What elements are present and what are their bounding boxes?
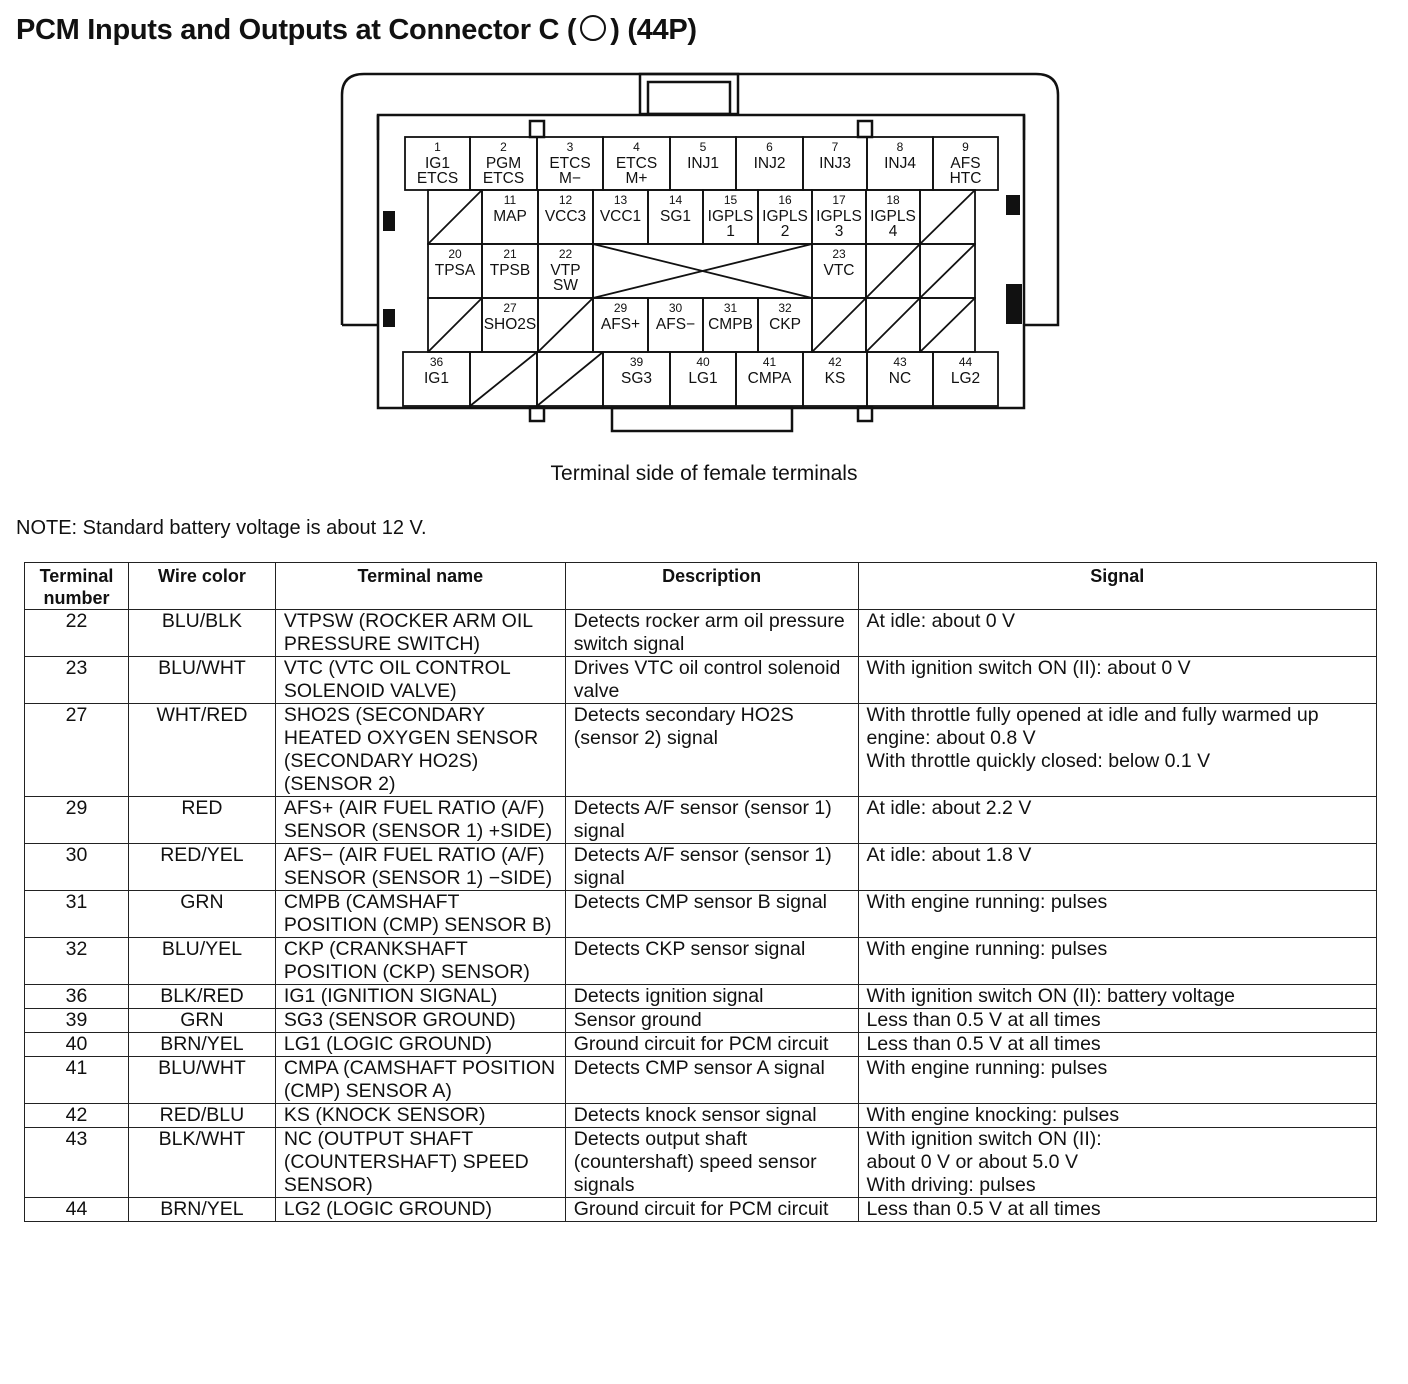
signal-cell [858, 844, 1376, 891]
terminal-name-cell-text: LG1 (LOGIC GROUND) [283, 1033, 492, 1055]
wire-color-cell [128, 1198, 275, 1222]
terminal-label: INJ3 [819, 155, 851, 172]
wire-color-cell-text: BLU/WHT [158, 657, 246, 679]
signal-cell [858, 610, 1376, 657]
terminal-name-cell [275, 1057, 565, 1104]
terminal-name-cell-text: LG2 (LOGIC GROUND) [283, 1198, 492, 1220]
terminal-number-cell [25, 844, 129, 891]
signal-cell [858, 1128, 1376, 1198]
terminal-name-cell [275, 1128, 565, 1198]
wire-color-cell-text: RED/BLU [159, 1104, 245, 1126]
wire-color-cell [128, 610, 275, 657]
terminal-label: LG2 [950, 370, 981, 387]
terminal-name-cell-text: KS (KNOCK SENSOR) [283, 1104, 486, 1126]
terminal-number: 17 [832, 193, 846, 207]
terminal-label: ETCS [482, 170, 525, 187]
terminal-name-cell [275, 1104, 565, 1128]
description-cell-text: Drives VTC oil control solenoid valve [573, 657, 841, 702]
signal-cell-text: With engine knocking: pulses [866, 1104, 1120, 1126]
terminal-label: HTC [949, 170, 982, 187]
terminal-number-cell [25, 610, 129, 657]
terminal-name-cell [275, 1198, 565, 1222]
terminal-number: 29 [613, 301, 628, 315]
terminal-number: 12 [558, 193, 573, 207]
terminal-label: INJ4 [884, 155, 916, 172]
terminal-name-cell-text: CKP (CRANKSHAFT POSITION (CKP) SENSOR) [283, 938, 530, 983]
terminal-number-cell [25, 797, 129, 844]
table-header-row [25, 563, 1377, 610]
terminal-number-cell-text: 43 [65, 1128, 88, 1150]
signal-cell-text: Less than 0.5 V at all times [866, 1009, 1101, 1031]
wire-color-cell-text: BLU/YEL [161, 938, 243, 960]
signal-cell-text: With ignition switch ON (II): about 0 V [866, 657, 1191, 679]
empty-terminal-slash [470, 352, 537, 406]
terminal-number: 13 [613, 193, 628, 207]
terminal-label: CMPB [708, 316, 753, 333]
wire-color-cell [128, 1128, 275, 1198]
terminal-number: 43 [893, 355, 907, 369]
terminal-label: IGPLS [707, 208, 754, 225]
terminal-number: 36 [429, 355, 444, 369]
wire-color-cell-text: BLK/RED [160, 985, 244, 1007]
terminal-label: LG1 [688, 370, 718, 387]
header-wire-color: Wire color [128, 563, 275, 610]
terminal-number-cell-text: 29 [65, 797, 88, 819]
terminal-number-cell-text: 23 [65, 657, 88, 679]
terminal-name-cell [275, 891, 565, 938]
empty-terminal-slash [920, 244, 975, 298]
signal-cell-text: With throttle fully opened at idle and fully warmed up engine: about 0.8 V [866, 704, 1319, 749]
description-cell [565, 938, 858, 985]
terminal-label: IGPLS [762, 208, 808, 225]
terminal-name-cell-text: SG3 (SENSOR GROUND) [283, 1009, 516, 1031]
empty-terminal-slash [428, 298, 482, 352]
terminal-name-cell [275, 1009, 565, 1033]
terminal-name-cell-text: CMPA (CAMSHAFT POSITION (CMP) SENSOR A) [283, 1057, 556, 1102]
table-row [25, 1198, 1377, 1222]
terminal-number-cell-text: 40 [65, 1033, 88, 1055]
terminal-name-cell [275, 704, 565, 797]
terminal-label: INJ1 [687, 155, 719, 172]
wire-color-cell-text: GRN [180, 891, 224, 913]
wire-color-cell [128, 844, 275, 891]
terminal-label: ETCS [416, 170, 459, 187]
table-row [25, 1128, 1377, 1198]
terminal-number-cell [25, 704, 129, 797]
terminal-number: 31 [723, 301, 738, 315]
terminal-number-cell [25, 1057, 129, 1104]
terminal-label: INJ2 [753, 155, 786, 172]
terminal-label: CKP [769, 316, 801, 333]
terminal-number: 41 [762, 355, 777, 369]
description-cell [565, 797, 858, 844]
terminal-number: 7 [831, 140, 839, 154]
description-cell [565, 1009, 858, 1033]
terminal-number-cell [25, 1009, 129, 1033]
description-cell-text: Detects output shaft (countershaft) speed sensor signals [573, 1128, 817, 1196]
terminal-number: 20 [448, 247, 462, 261]
table-row [25, 797, 1377, 844]
header-signal: Signal [858, 563, 1376, 610]
description-cell [565, 1128, 858, 1198]
signal-cell [858, 938, 1376, 985]
terminal-number: 16 [778, 193, 792, 207]
wire-color-cell [128, 797, 275, 844]
terminal-number-cell-text: 30 [65, 844, 88, 866]
signal-cell-text: With engine running: pulses [866, 938, 1108, 960]
terminal-label: M− [559, 170, 581, 187]
wire-color-cell [128, 657, 275, 704]
terminal-label: TPSB [489, 262, 531, 279]
page-title-text: PCM Inputs and Outputs at Connector C ( [16, 14, 577, 46]
terminal-number-cell-text: 32 [65, 938, 88, 960]
terminal-label: NC [888, 370, 912, 387]
wire-color-cell [128, 704, 275, 797]
terminal-number: 6 [766, 140, 773, 154]
wire-color-cell [128, 938, 275, 985]
empty-terminal-slash [812, 298, 866, 352]
description-cell-text: Detects A/F sensor (sensor 1) signal [573, 797, 832, 842]
terminal-number-cell [25, 1198, 129, 1222]
description-cell [565, 891, 858, 938]
empty-terminal-slash [920, 190, 975, 244]
terminal-number-cell-text: 42 [65, 1104, 88, 1126]
terminal-label: CMPA [747, 370, 792, 387]
terminal-name-cell-text: NC (OUTPUT SHAFT (COUNTERSHAFT) SPEED SENSOR) [283, 1128, 529, 1196]
terminal-label: VTP [550, 262, 581, 279]
terminal-number: 2 [500, 140, 507, 154]
table-row [25, 610, 1377, 657]
terminal-number: 14 [668, 193, 683, 207]
terminal-number: 5 [699, 140, 707, 154]
empty-terminal-slash [866, 298, 920, 352]
description-cell [565, 1057, 858, 1104]
terminal-number: 23 [832, 247, 846, 261]
wire-color-cell-text: BLK/WHT [158, 1128, 246, 1150]
terminal-label: M+ [625, 170, 648, 187]
terminal-label: IGPLS [870, 208, 916, 225]
signal-cell [858, 985, 1376, 1009]
signal-cell-text: Less than 0.5 V at all times [866, 1033, 1101, 1055]
terminal-number-cell [25, 938, 129, 985]
terminal-label: 2 [780, 223, 790, 240]
signal-cell-text: With engine running: pulses [866, 1057, 1108, 1079]
signal-cell [858, 704, 1376, 797]
diagram-caption: Terminal side of female terminals [550, 462, 858, 485]
terminal-label: AFS+ [600, 316, 641, 333]
terminal-label: PGM [485, 155, 522, 172]
description-cell-text: Sensor ground [573, 1009, 702, 1031]
description-cell-text: Detects secondary HO2S (sensor 2) signal [573, 704, 794, 749]
terminal-name-cell-text: AFS+ (AIR FUEL RATIO (A/F) SENSOR (SENSOR 1) +SIDE) [283, 797, 553, 842]
description-cell [565, 610, 858, 657]
wire-color-cell-text: RED/YEL [160, 844, 244, 866]
terminal-number: 3 [566, 140, 574, 154]
description-cell [565, 1198, 858, 1222]
terminal-name-cell-text: IG1 (IGNITION SIGNAL) [283, 985, 498, 1007]
header-terminal-number: Terminal number [25, 563, 129, 610]
terminal-label: SHO2S [483, 316, 537, 333]
wire-color-cell-text: GRN [180, 1009, 224, 1031]
empty-terminal-slash [920, 298, 975, 352]
terminal-label: TPSA [434, 262, 476, 279]
signal-cell [858, 1057, 1376, 1104]
terminal-name-cell-text: AFS− (AIR FUEL RATIO (A/F) SENSOR (SENSOR 1) −SIDE) [283, 844, 553, 889]
terminal-number: 30 [668, 301, 683, 315]
terminal-number: 42 [828, 355, 842, 369]
wire-color-cell-text: BLU/WHT [158, 1057, 246, 1079]
terminal-label: ETCS [549, 155, 591, 172]
terminal-number: 32 [778, 301, 792, 315]
wire-color-cell-text: WHT/RED [156, 704, 248, 726]
terminal-name-cell [275, 844, 565, 891]
terminal-number-cell-text: 36 [65, 985, 88, 1007]
wire-color-cell [128, 985, 275, 1009]
signal-cell-text: With ignition switch ON (II): [866, 1128, 1102, 1150]
terminal-number-cell-text: 27 [65, 704, 88, 726]
io-table [24, 562, 1377, 1222]
terminal-label: 4 [888, 223, 898, 240]
terminal-label: 1 [726, 223, 735, 240]
page-title-suffix: ) (44P) [610, 14, 697, 46]
terminal-number: 11 [503, 193, 517, 207]
wire-color-cell [128, 1033, 275, 1057]
connector-diagram [330, 68, 1070, 446]
signal-cell [858, 657, 1376, 704]
terminal-number: 39 [629, 355, 644, 369]
terminal-label: SG1 [659, 208, 692, 225]
empty-terminal-slash [428, 190, 482, 244]
terminal-label: ETCS [615, 155, 658, 172]
terminal-number: 27 [503, 301, 517, 315]
signal-cell [858, 891, 1376, 938]
signal-cell-text: At idle: about 0 V [866, 610, 1016, 632]
terminal-label: IG1 [425, 155, 450, 172]
table-row [25, 1009, 1377, 1033]
description-cell-text: Detects knock sensor signal [573, 1104, 817, 1126]
wire-color-cell [128, 891, 275, 938]
terminal-name-cell-text: CMPB (CAMSHAFT POSITION (CMP) SENSOR B) [283, 891, 552, 936]
signal-cell-text: Less than 0.5 V at all times [866, 1198, 1101, 1220]
signal-cell [858, 1009, 1376, 1033]
terminal-name-cell-text: SHO2S (SECONDARY HEATED OXYGEN SENSOR (SECONDARY HO2S) (SENSOR 2) [283, 704, 539, 795]
description-cell-text: Ground circuit for PCM circuit [573, 1198, 829, 1220]
terminal-number: 18 [886, 193, 900, 207]
terminal-label: SG3 [620, 370, 653, 387]
empty-terminal-slash [537, 352, 603, 406]
terminal-number-cell-text: 22 [65, 610, 88, 632]
terminal-name-cell [275, 985, 565, 1009]
circle-symbol-icon [580, 15, 606, 41]
wire-color-cell [128, 1057, 275, 1104]
description-cell [565, 1033, 858, 1057]
description-cell [565, 704, 858, 797]
table-row [25, 1057, 1377, 1104]
header-terminal-name: Terminal name [275, 563, 565, 610]
terminal-number-cell-text: 41 [65, 1057, 88, 1079]
terminal-number-cell [25, 1128, 129, 1198]
terminal-number: 9 [962, 140, 969, 154]
empty-terminal-slash [866, 244, 920, 298]
table-row [25, 844, 1377, 891]
terminal-number: 22 [558, 247, 573, 261]
terminal-name-cell [275, 657, 565, 704]
terminal-name-cell [275, 610, 565, 657]
description-cell-text: Detects rocker arm oil pressure switch signal [573, 610, 845, 655]
empty-terminal-slash [538, 298, 593, 352]
terminal-label: VCC1 [599, 208, 642, 225]
terminal-number: 15 [723, 193, 738, 207]
terminal-number: 21 [503, 247, 517, 261]
voltage-note: NOTE: Standard battery voltage is about 12 V. [16, 517, 427, 539]
terminal-label: MAP [493, 208, 527, 225]
table-row [25, 938, 1377, 985]
description-cell [565, 657, 858, 704]
terminal-number-cell [25, 891, 129, 938]
terminal-name-cell [275, 938, 565, 985]
description-cell-text: Detects CMP sensor A signal [573, 1057, 825, 1079]
terminal-number-cell [25, 985, 129, 1009]
table-row [25, 657, 1377, 704]
terminal-number: 8 [896, 140, 904, 154]
description-cell-text: Detects A/F sensor (sensor 1) signal [573, 844, 832, 889]
description-cell-text: Detects ignition signal [573, 985, 764, 1007]
signal-cell-text: With throttle quickly closed: below 0.1 V [866, 750, 1211, 772]
signal-cell [858, 1033, 1376, 1057]
terminal-number-cell [25, 657, 129, 704]
signal-cell-text: At idle: about 2.2 V [866, 797, 1032, 819]
signal-cell-text: about 0 V or about 5.0 V [866, 1151, 1078, 1173]
wire-color-cell-text: BLU/BLK [161, 610, 243, 632]
terminal-number: 4 [633, 140, 640, 154]
terminal-number-cell-text: 39 [65, 1009, 88, 1031]
terminal-label: VCC3 [544, 208, 587, 225]
wire-color-cell-text: RED [181, 797, 223, 819]
terminal-label: IGPLS [816, 208, 862, 225]
wire-color-cell-text: BRN/YEL [160, 1033, 244, 1055]
description-cell-text: Detects CKP sensor signal [573, 938, 806, 960]
description-cell [565, 844, 858, 891]
table-row [25, 891, 1377, 938]
terminal-number-cell-text: 31 [65, 891, 88, 913]
terminal-number-cell [25, 1033, 129, 1057]
description-cell-text: Detects CMP sensor B signal [573, 891, 828, 913]
signal-cell-text: With engine running: pulses [866, 891, 1108, 913]
terminal-label: 3 [834, 223, 844, 240]
table-row [25, 985, 1377, 1009]
signal-cell-text: With ignition switch ON (II): battery voltage [866, 985, 1236, 1007]
terminal-number: 1 [434, 140, 441, 154]
terminal-label: SW [553, 277, 578, 294]
signal-cell-text: With driving: pulses [866, 1174, 1036, 1196]
description-cell [565, 985, 858, 1009]
terminal-name-cell-text: VTC (VTC OIL CONTROL SOLENOID VALVE) [283, 657, 510, 702]
terminal-label: VTC [823, 262, 855, 279]
terminal-label: KS [824, 370, 846, 387]
wire-color-cell [128, 1009, 275, 1033]
terminal-label: AFS− [655, 316, 696, 333]
description-cell-text: Ground circuit for PCM circuit [573, 1033, 829, 1055]
signal-cell [858, 1198, 1376, 1222]
terminal-number-cell-text: 44 [65, 1198, 88, 1220]
terminal-name-cell [275, 797, 565, 844]
terminal-number: 40 [696, 355, 710, 369]
terminal-name-cell [275, 1033, 565, 1057]
header-description: Description [565, 563, 858, 610]
terminal-label: IG1 [424, 370, 449, 387]
table-row [25, 1104, 1377, 1128]
description-cell [565, 1104, 858, 1128]
terminal-number: 44 [958, 355, 973, 369]
signal-cell [858, 797, 1376, 844]
table-row [25, 704, 1377, 797]
terminal-label: AFS [950, 155, 981, 172]
wire-color-cell-text: BRN/YEL [160, 1198, 244, 1220]
page-title [16, 14, 697, 47]
signal-cell-text: At idle: about 1.8 V [866, 844, 1032, 866]
terminal-name-cell-text: VTPSW (ROCKER ARM OIL PRESSURE SWITCH) [283, 610, 533, 655]
table-row [25, 1033, 1377, 1057]
signal-cell [858, 1104, 1376, 1128]
terminal-number-cell [25, 1104, 129, 1128]
wire-color-cell [128, 1104, 275, 1128]
